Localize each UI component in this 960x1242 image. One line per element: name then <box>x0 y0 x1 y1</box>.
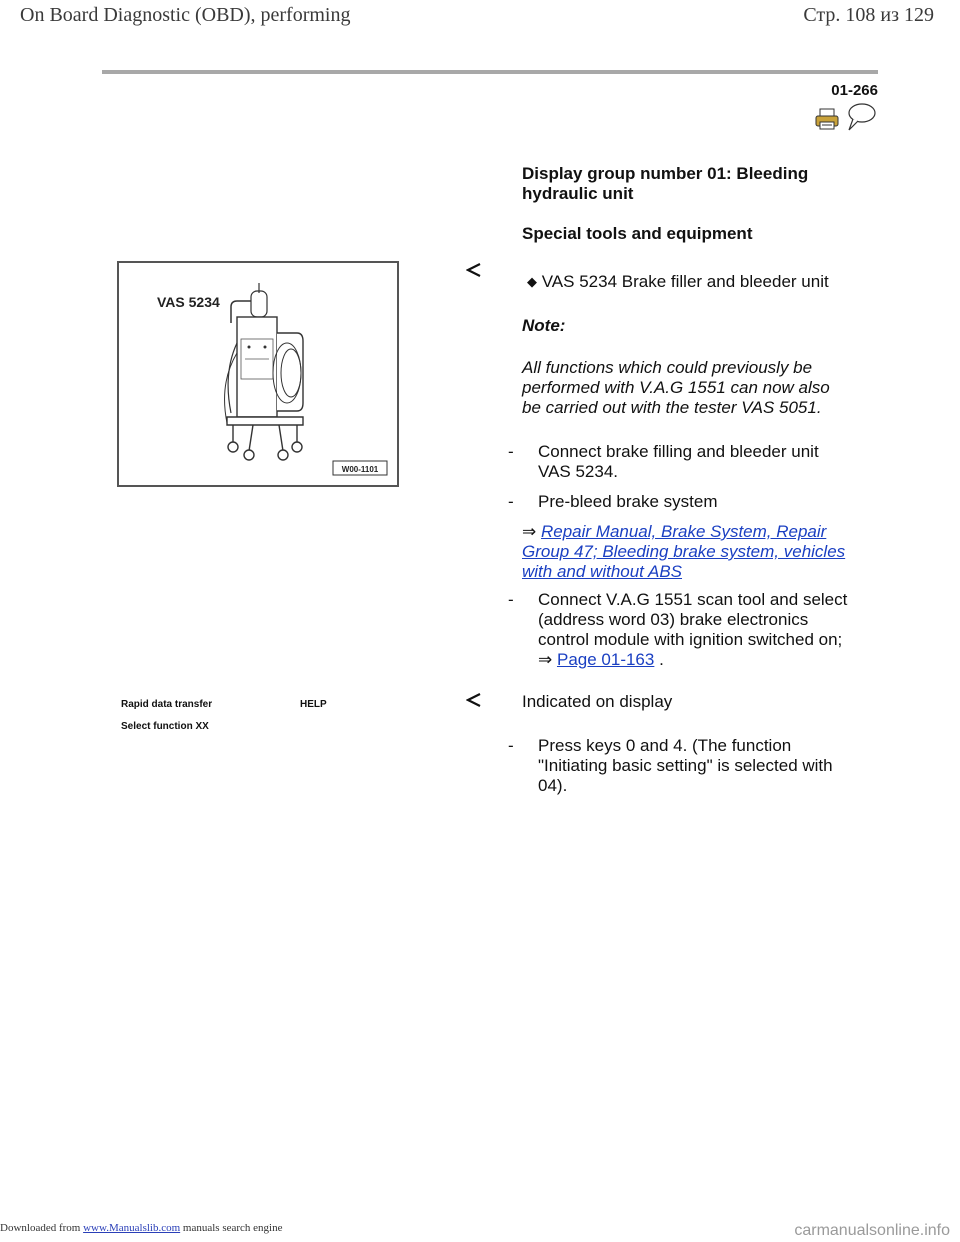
repair-manual-reference <box>522 522 882 582</box>
repair-manual-link-line3[interactable]: with and without ABS <box>522 562 683 581</box>
comment-icon[interactable] <box>845 102 877 137</box>
reference-arrow: ⇒ <box>538 650 553 669</box>
step-connect-bleeder: - Connect brake filling and bleeder unit VAS 5234. <box>508 442 819 481</box>
step-press-keys: - Press keys 0 and 4. (The function "Initiating basic setting" is selected with 04). <box>508 736 833 795</box>
section-heading: Display group number 01: Bleeding hydraulic unit <box>522 164 809 203</box>
pointer-arrow-icon <box>466 262 482 283</box>
page-indicator: Стр. 108 из 129 <box>803 4 934 26</box>
display-rapid-transfer: Rapid data transfer <box>121 699 213 710</box>
note-text: All functions which could previously be performed with V.A.G 1551 can now also be carried out with the tester VAS 5051. <box>522 358 830 417</box>
footer-watermark: carmanualsonline.info <box>794 1222 950 1239</box>
tool-list-item: ◆ VAS 5234 Brake filler and bleeder unit <box>527 272 829 291</box>
repair-manual-link[interactable]: Repair Manual, Brake System, Repair <box>540 522 827 541</box>
print-icon[interactable] <box>815 108 839 135</box>
document-title: On Board Diagnostic (OBD), performing <box>20 4 351 26</box>
repair-manual-link-line2[interactable]: Group 47; Bleeding brake system, vehicles <box>522 542 846 561</box>
doc-page-number: 01-266 <box>831 82 878 99</box>
indicated-on-display: Indicated on display <box>522 692 673 711</box>
reference-arrow: ⇒ <box>522 522 537 541</box>
figure-tool-label: VAS 5234 <box>157 294 220 310</box>
figure-code: W00-1101 <box>341 465 379 474</box>
note-label: Note: <box>522 316 566 335</box>
tool-illustration <box>117 261 399 487</box>
special-tools-heading: Special tools and equipment <box>522 224 753 243</box>
display-help: HELP <box>300 699 327 710</box>
diamond-bullet-icon: ◆ <box>527 274 537 289</box>
manualslib-link[interactable]: www.Manualslib.com <box>83 1222 181 1234</box>
pointer-arrow-icon <box>466 692 482 713</box>
step-connect-scan-tool: - Connect V.A.G 1551 scan tool and select (address word 03) brake electronics control module with ignition switched on; ⇒ Page 01-163 . <box>508 590 848 669</box>
step-pre-bleed: - Pre-bleed brake system <box>508 492 718 511</box>
footer-source: Downloaded from www.Manualslib.com manuals search engine <box>0 1222 283 1234</box>
header-divider <box>102 70 878 74</box>
display-select-function: Select function XX <box>121 721 209 732</box>
page-link[interactable]: Page 01-163 <box>556 650 655 669</box>
